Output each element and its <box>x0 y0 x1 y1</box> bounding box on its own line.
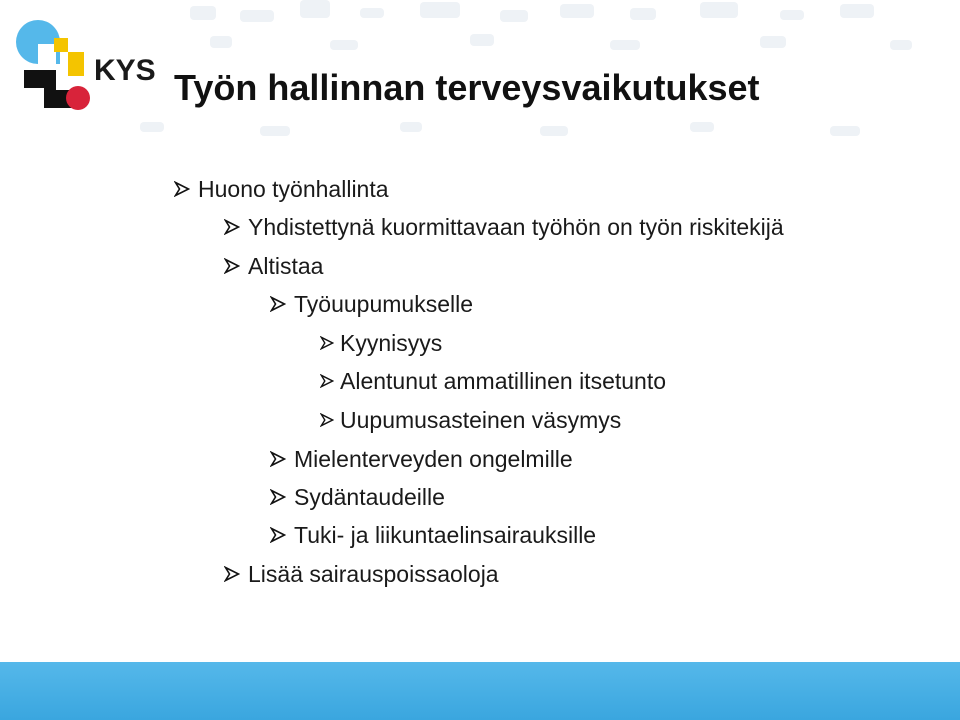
bullet-text: Mielenterveyden ongelmille <box>294 446 573 472</box>
slide-title: Työn hallinnan terveysvaikutukset <box>174 67 760 108</box>
bullet-item <box>270 482 445 512</box>
bullet-item <box>224 251 323 281</box>
bullet-item <box>320 405 621 435</box>
bullet-text: Lisää sairauspoissaoloja <box>248 561 499 587</box>
arrowhead-check-icon <box>320 336 334 350</box>
bullet-item <box>224 559 499 589</box>
bullet-text: Uupumusasteinen väsymys <box>340 407 622 433</box>
arrowhead-check-icon <box>224 219 240 235</box>
bullet-text: Kyynisyys <box>340 330 443 356</box>
arrowhead-check-icon <box>270 296 286 312</box>
logo-text: KYS <box>94 54 156 87</box>
arrowhead-check-icon <box>270 451 286 467</box>
arrowhead-check-icon <box>174 181 190 197</box>
bullet-text: Alentunut ammatillinen itsetunto <box>340 368 667 394</box>
bullet-text: Työuupumukselle <box>294 291 473 317</box>
arrowhead-check-icon <box>270 527 286 543</box>
footer-bar <box>0 662 960 720</box>
bullet-item <box>174 174 389 204</box>
arrowhead-check-icon <box>224 258 240 274</box>
arrowhead-check-icon <box>224 566 240 582</box>
bullet-text: Yhdistettynä kuormittavaan työhön on työn riskitekijä <box>248 214 784 240</box>
bullet-text: Sydäntaudeille <box>294 484 445 510</box>
bullet-item <box>320 328 442 358</box>
arrowhead-check-icon <box>320 413 334 427</box>
arrowhead-check-icon <box>320 374 334 388</box>
bullet-item <box>270 520 596 550</box>
bullet-item <box>320 366 666 396</box>
bullet-item <box>224 212 784 242</box>
arrowhead-check-icon <box>270 489 286 505</box>
bullet-text: Altistaa <box>248 253 324 279</box>
bullet-item <box>270 289 473 319</box>
bullet-text: Tuki- ja liikuntaelinsairauksille <box>294 522 597 548</box>
bullet-text: Huono työnhallinta <box>198 176 389 202</box>
bullet-item <box>270 444 573 474</box>
